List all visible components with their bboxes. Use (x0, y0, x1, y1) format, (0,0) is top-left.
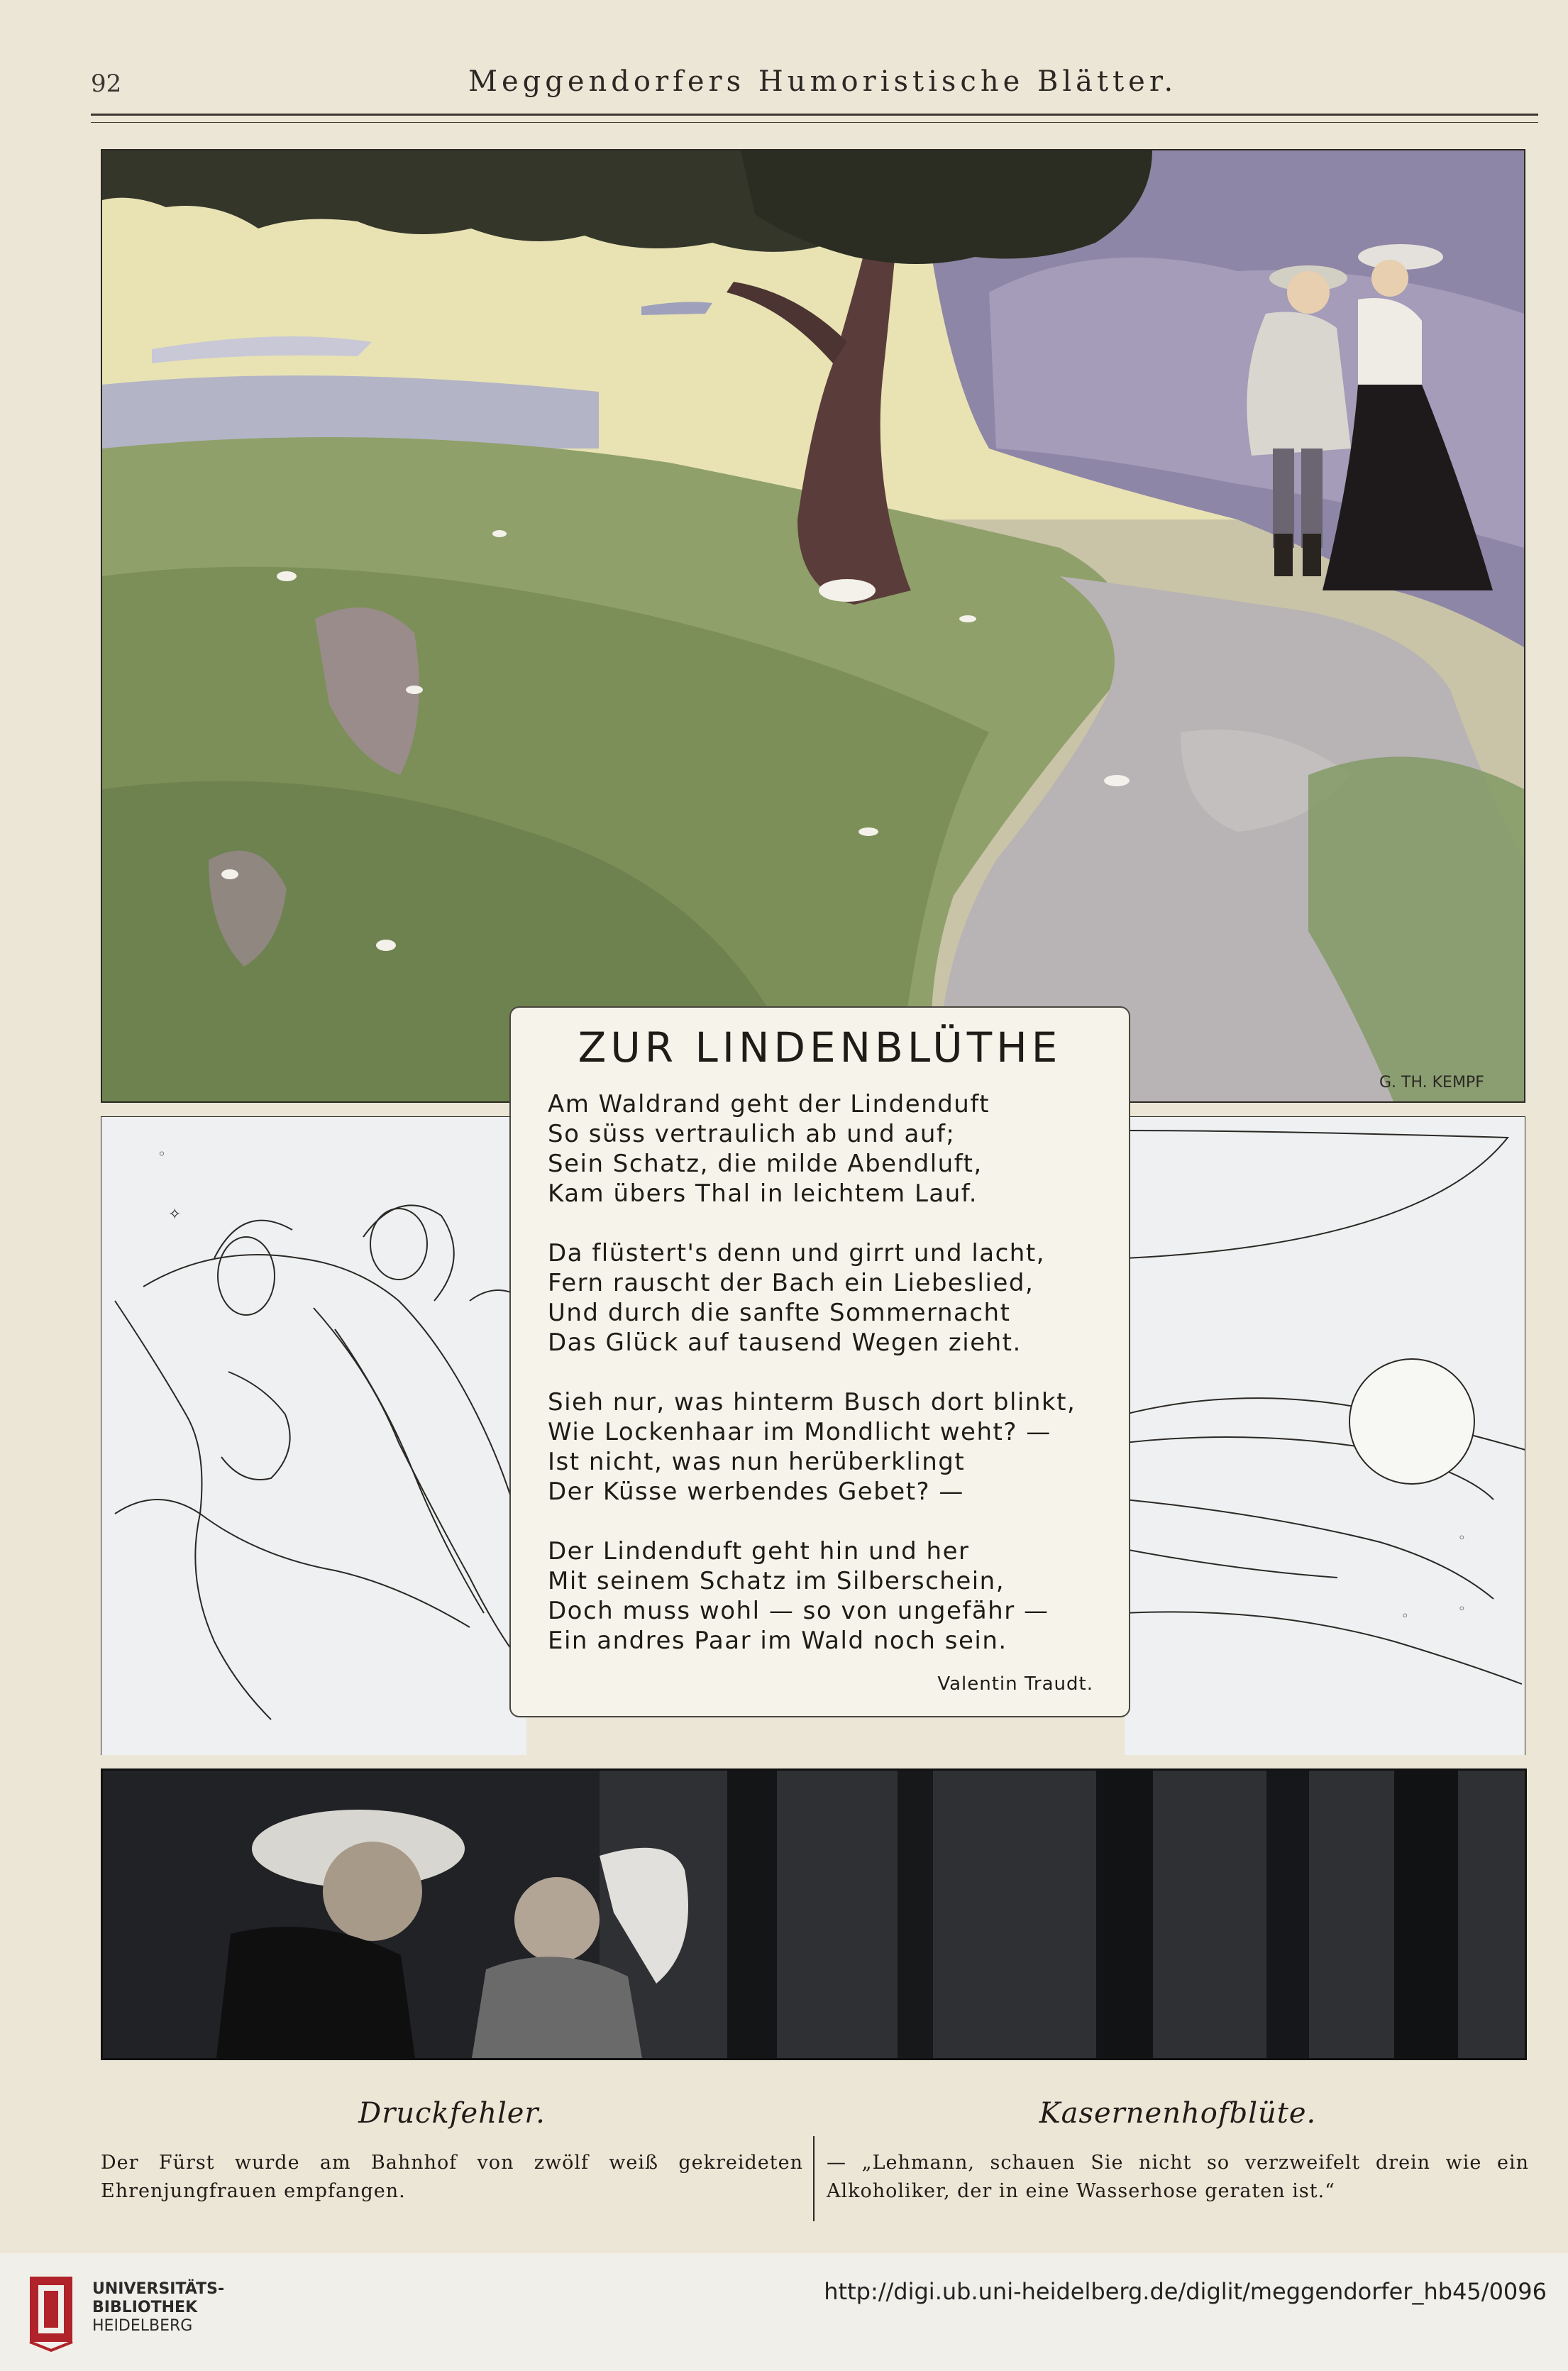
poem-line: Der Lindenduft geht hin und her (548, 1537, 970, 1566)
poem-line: Fern rauscht der Bach ein Liebeslied, (548, 1269, 1034, 1297)
poem-line: Da flüstert's denn und girrt und lacht, (548, 1239, 1045, 1267)
night-couple-photo (101, 1768, 1527, 2060)
running-title: Meggendorfers Humoristische Blätter. (468, 65, 1178, 98)
poem-stanza-2 (548, 1238, 1115, 1358)
header-rule-bottom (91, 122, 1538, 123)
poem-line: Und durch die sanfte Sommernacht (548, 1299, 1011, 1327)
library-name (92, 2280, 224, 2336)
poem-line: Das Glück auf tausend Wegen zieht. (548, 1328, 1022, 1357)
poem-line: Mit seinem Schatz im Silberschein, (548, 1567, 1005, 1595)
poem-stanza-1 (548, 1089, 1115, 1209)
svg-text:◦: ◦ (1458, 1602, 1466, 1617)
joke-text-kasernenhofbluete: — „Lehmann, schauen Sie nicht so verzweifelt drein wie ein Alkoholiker, der in eine Wasserhose geraten ist.“ (827, 2152, 1529, 2202)
poem-line: Ein andres Paar im Wald noch sein. (548, 1627, 1007, 1655)
joke-text-druckfehler: Der Fürst wurde am Bahnhof von zwölf weiß gekreideten Ehrenjungfrauen empfangen. (101, 2152, 803, 2202)
poem-line: Ist nicht, was nun herüberklingt (548, 1448, 966, 1476)
poem-line: Kam übers Thal in leichtem Lauf. (548, 1179, 978, 1208)
poem-line: Wie Lockenhaar im Mondlicht weht? — (548, 1418, 1051, 1446)
moon-line-ornament (1125, 1116, 1525, 1755)
landscape-illustration (101, 149, 1525, 1103)
svg-text:✧: ✧ (168, 1206, 182, 1223)
poem-line: Sein Schatz, die milde Abendluft, (548, 1150, 983, 1178)
poem-line: Am Waldrand geht der Lindenduft (548, 1090, 990, 1118)
library-logo-icon (23, 2271, 87, 2355)
library-name-line: UNIVERSITÄTS- (92, 2280, 225, 2298)
nymph-line-ornament (101, 1116, 526, 1755)
column-divider (813, 2136, 815, 2221)
svg-text:◦: ◦ (158, 1145, 166, 1162)
svg-text:◦: ◦ (1401, 1609, 1409, 1624)
svg-text:◦: ◦ (1458, 1531, 1466, 1546)
poem-body (548, 1089, 1115, 1685)
poem-author: Valentin Traudt. (937, 1673, 1093, 1695)
poem-line: Doch muss wohl — so von ungefähr — (548, 1597, 1049, 1625)
poem-line: So süss vertraulich ab und auf; (548, 1120, 956, 1148)
poem-stanza-3 (548, 1387, 1115, 1507)
library-name-line: BIBLIOTHEK (92, 2299, 198, 2316)
joke-title-druckfehler: Druckfehler. (358, 2097, 546, 2130)
poem-title: ZUR LINDENBLÜTHE (578, 1023, 1062, 1072)
poem-stanza-4 (548, 1536, 1115, 1656)
header-rule-top (91, 114, 1538, 116)
footer-bar (0, 2253, 1568, 2371)
poem-box (509, 1006, 1130, 1717)
joke-title-kasernenhofbluete: Kasernenhofblüte. (1039, 2097, 1317, 2130)
page-number: 92 (91, 70, 122, 98)
poem-line: Der Küsse werbendes Gebet? — (548, 1478, 964, 1506)
library-name-line: HEIDELBERG (92, 2317, 193, 2335)
artist-signature: G. TH. KEMPF (1379, 1074, 1484, 1091)
source-url-link[interactable]: http://digi.ub.uni-heidelberg.de/diglit/meggendorfer_hb45/0096 (824, 2278, 1547, 2305)
poem-line: Sieh nur, was hinterm Busch dort blinkt, (548, 1388, 1076, 1416)
